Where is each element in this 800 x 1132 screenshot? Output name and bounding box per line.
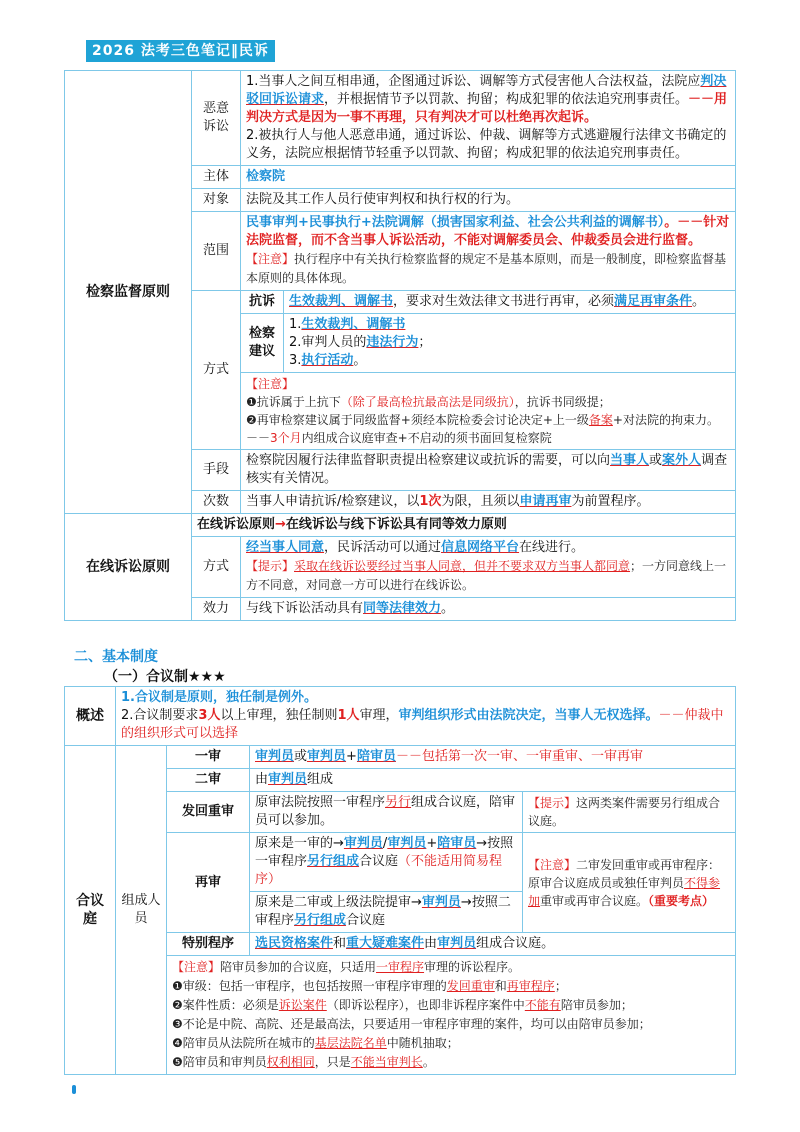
label-yishen: 一审 (167, 746, 250, 769)
label-xiaoli: 效力 (192, 598, 241, 621)
cell-tip: 【提示】这两类案件需要另行组成合议庭。 (523, 792, 736, 833)
label-fangshi: 方式 (192, 291, 241, 450)
section-title: 二、基本制度 (74, 649, 158, 665)
row-label-zaixian: 在线诉讼原则 (65, 514, 192, 621)
header-banner: 2026 法考三色笔记‖民诉 (86, 40, 275, 62)
cell-fanwei: 民事审判+民事执行+法院调解（损害国家利益、社会公共利益的调解书）。－－针对法院监督，而不含当事人诉讼活动，不能对调解委员会、仲裁委员会进行监督。 【注意】执行程序中有关执行检察监督的规定不是基本原则，而是一般制度，即检察监督基本原则的具体体现。 (241, 212, 736, 291)
cell-ershen: 由审判员组成 (250, 769, 736, 792)
cell-zhuti: 检察院 (241, 166, 736, 189)
label-zaishen: 再审 (167, 833, 250, 933)
heyi-table (64, 686, 736, 1075)
cell-zaixian-top: 在线诉讼原则→在线诉讼与线下诉讼具有同等效力原则 (192, 514, 736, 537)
cell-kangsu: 生效裁判、调解书，要求对生效法律文书进行再审，必须满足再审条件。 (284, 291, 736, 314)
cell-peishen-note: 【注意】陪审员参加的合议庭，只适用一审程序审理的诉讼程序。 ❶审级：包括一审程序，也包括按照一审程序审理的发回重审和再审程序； ❷案件性质：必须是诉讼案件（即诉讼程序），也即非诉程序案件中不能有陪审员参加； ❸不论是中院、高院、还是最高法，只要适用一审程序审理的案件，均可以由陪审员参加； ❹陪审员从法院所在城市的基层法院名单中随机抽取； ❺陪审员和审判员权利相同，只是不能当审判长。 (167, 956, 736, 1075)
cell-tebie: 选民资格案件和重大疑难案件由审判员组成合议庭。 (250, 933, 736, 956)
label-shouduan: 手段 (192, 450, 241, 491)
label-jianyi: 检察建议 (241, 314, 284, 373)
section-subtitle: （一）合议制★★★ (104, 669, 226, 685)
label-heyiting: 合议庭 (65, 746, 116, 1075)
cell-gaishu: 1.合议制是原则，独任制是例外。 2.合议制要求3人以上审理，独任制则1人审理，审判组织形式由法院决定，当事人无权选择。－－仲裁中的组织形式可以选择 (116, 687, 736, 746)
cell-fangshi-note: 【注意】 ❶抗诉属于上抗下（除了最高检抗最高法是同级抗），抗诉书同级提； ❷再审检察建议属于同级监督+须经本院检委会讨论决定+上一级备案+对法院的拘束力。－－3个月内组成合议庭审查+不启动的须书面回复检察院 (241, 373, 736, 450)
cell-zaishen-1: 原来是一审的→审判员/审判员+陪审员→按照一审程序另行组成合议庭（不能适用简易程序） (250, 833, 523, 892)
principle-table (64, 70, 736, 621)
label-zhuti: 主体 (192, 166, 241, 189)
label-cishu: 次数 (192, 491, 241, 514)
label-kangsu: 抗诉 (241, 291, 284, 314)
cell-fahui: 原审法院按照一审程序另行组成合议庭，陪审员可以参加。 (250, 792, 523, 833)
label-fanwei: 范围 (192, 212, 241, 291)
row-label-jiancha: 检察监督原则 (65, 71, 192, 514)
label-tebie: 特别程序 (167, 933, 250, 956)
label-zucheng: 组成人员 (116, 746, 167, 1075)
cell-duixiang: 法院及其工作人员行使审判权和执行权的行为。 (241, 189, 736, 212)
cell-cishu: 当事人申请抗诉/检察建议，以1次为限，且须以申请再审为前置程序。 (241, 491, 736, 514)
cell-jianyi: 1.生效裁判、调解书 2.审判人员的违法行为； 3.执行活动。 (284, 314, 736, 373)
label-gaishu: 概述 (65, 687, 116, 746)
cell-zx-fangshi: 经当事人同意，民诉活动可以通过信息网络平台在线进行。 【提示】采取在线诉讼要经过当事人同意，但并不要求双方当事人都同意；一方同意线上一方不同意，对同意一方可以进行在线诉讼。 (241, 537, 736, 598)
cell-zaishen-2: 原来是二审或上级法院提审→审判员→按照二审程序另行组成合议庭 (250, 892, 523, 933)
label-zx-fangshi: 方式 (192, 537, 241, 598)
cell-xiaoli: 与线下诉讼活动具有同等法律效力。 (241, 598, 736, 621)
cell-eyi: 1.当事人之间互相串通，企图通过诉讼、调解等方式侵害他人合法权益，法院应判决驳回诉讼请求，并根据情节予以罚款、拘留；构成犯罪的依法追究刑事责任。－－用判决方式是因为一事不再理，只有判决才可以杜绝再次起诉。 2.被执行人与他人恶意串通，通过诉讼、仲裁、调解等方式逃避履行法律文书确定的义务，法院应根据情节轻重予以罚款、拘留；构成犯罪的依法追究刑事责任。 (241, 71, 736, 166)
page-marker-icon (72, 1085, 76, 1094)
label-eyi: 恶意诉讼 (192, 71, 241, 166)
cell-shouduan: 检察院因履行法律监督职责提出检察建议或抗诉的需要，可以向当事人或案外人调查核实有关情况。 (241, 450, 736, 491)
cell-yishen: 审判员或审判员+陪审员－－包括第一次一审、一审重审、一审再审 (250, 746, 736, 769)
label-duixiang: 对象 (192, 189, 241, 212)
cell-zaishen-note: 【注意】二审发回重审或再审程序：原审合议庭成员或独任审判员不得参加重审或再审合议庭。（重要考点） (523, 833, 736, 933)
label-fahui: 发回重审 (167, 792, 250, 833)
label-ershen: 二审 (167, 769, 250, 792)
